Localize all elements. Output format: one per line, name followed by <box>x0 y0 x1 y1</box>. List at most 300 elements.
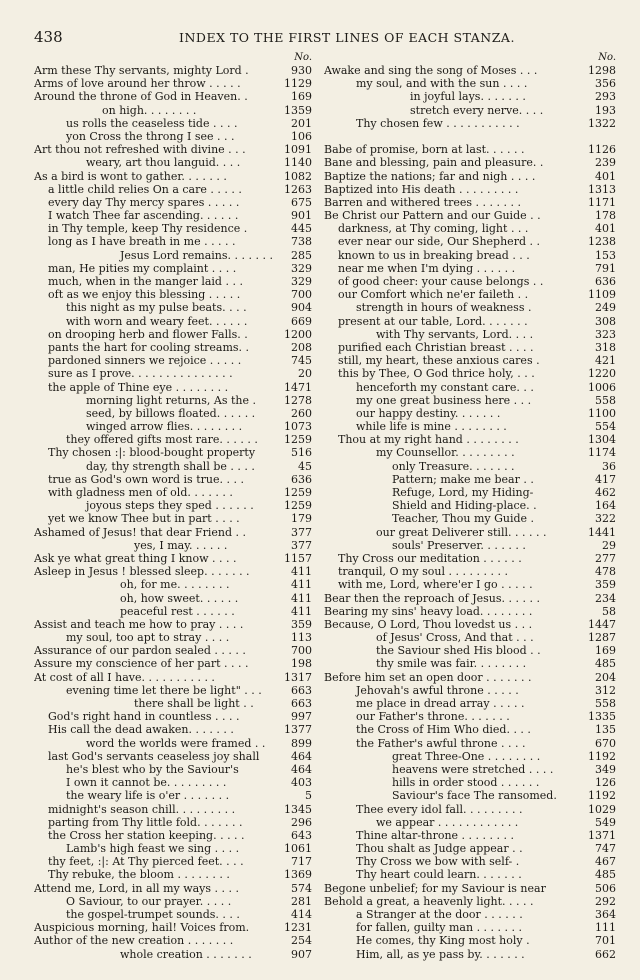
index-entry <box>34 156 312 169</box>
index-entry <box>324 539 616 552</box>
entry-hymn-number: 164 <box>595 499 616 513</box>
entry-hymn-number: 663 <box>291 697 312 710</box>
index-entry <box>324 723 616 736</box>
index-entry <box>324 578 616 591</box>
index-entry <box>34 697 312 710</box>
entry-hymn-number: 1317 <box>284 670 312 684</box>
index-entry <box>324 460 616 473</box>
index-entry <box>34 394 312 407</box>
index-entry <box>324 592 616 605</box>
entry-hymn-number: 1369 <box>284 868 312 882</box>
entry-hymn-number: 558 <box>595 697 616 710</box>
entry-first-line: with worn and weary feet. . . . . . <box>66 314 248 328</box>
index-entry <box>34 948 312 961</box>
index-entry <box>324 565 616 578</box>
entry-first-line: our happy destiny. . . . . . . <box>356 406 501 420</box>
entry-first-line: Assist and teach me how to pray . . . . <box>34 617 244 631</box>
index-entry <box>34 328 312 341</box>
index-entry <box>34 526 312 539</box>
entry-hymn-number: 322 <box>595 512 616 526</box>
entry-first-line: Before him set an open door . . . . . . . <box>324 670 532 684</box>
entry-hymn-number: 1359 <box>284 103 312 117</box>
entry-first-line: the Cross of Him Who died. . . . <box>356 723 531 737</box>
entry-first-line: Art thou not refreshed with divine . . . <box>34 143 246 157</box>
index-entry <box>324 657 616 670</box>
entry-first-line: Thy Cross our meditation . . . . . . <box>338 551 522 565</box>
entry-first-line: long as I have breath in me . . . . . <box>48 235 236 249</box>
index-entry <box>34 341 312 354</box>
index-entry <box>34 565 312 578</box>
entry-first-line: my soul, and with the sun . . . . <box>356 77 528 91</box>
entry-hymn-number: 201 <box>291 116 312 130</box>
index-entry <box>34 789 312 802</box>
entry-first-line: with gladness men of old. . . . . . . <box>48 486 233 499</box>
entry-first-line: Arm these Thy servants, mighty Lord . <box>34 64 249 77</box>
index-entry <box>324 117 616 130</box>
right-column <box>324 52 616 961</box>
entry-first-line: Bane and blessing, pain and pleasure. . <box>324 156 544 170</box>
entry-hymn-number: 904 <box>291 301 312 315</box>
entry-first-line: in joyful lays. . . . . . . <box>410 90 526 104</box>
entry-hymn-number: 29 <box>602 538 616 552</box>
entry-hymn-number: 1174 <box>588 446 616 460</box>
entry-hymn-number: 254 <box>291 934 312 948</box>
entry-hymn-number: 5 <box>305 789 312 803</box>
entry-hymn-number: 329 <box>291 261 312 275</box>
index-entry <box>34 776 312 789</box>
entry-first-line: my soul, too apt to stray . . . . <box>66 631 230 645</box>
entry-first-line: great Three-One . . . . . . . . <box>392 749 541 763</box>
entry-hymn-number: 401 <box>595 169 616 183</box>
entry-hymn-number: 1073 <box>284 420 312 434</box>
entry-first-line: Begone unbelief; for my Saviour is near <box>324 881 546 895</box>
index-entry <box>34 77 312 90</box>
entry-first-line: ever near our side, Our Shepherd . . <box>338 235 540 249</box>
entry-hymn-number: 1238 <box>588 235 616 249</box>
entry-hymn-number: 414 <box>291 908 312 921</box>
entry-first-line: Thou shalt as Judge appear . . <box>356 842 523 856</box>
entry-first-line: of good cheer: your cause belongs . . <box>338 275 544 288</box>
entry-hymn-number: 1061 <box>284 842 312 856</box>
entry-first-line: morning light returns, As the . <box>86 393 256 407</box>
index-entry <box>324 948 616 961</box>
entry-first-line: Lamb's high feast we sing . . . . <box>66 842 240 856</box>
entry-hymn-number: 1200 <box>284 327 312 341</box>
entry-hymn-number: 1171 <box>588 195 616 209</box>
entry-first-line: Asleep in Jesus ! blessed sleep. . . . . . . <box>34 565 250 579</box>
index-entry <box>34 578 312 591</box>
entry-hymn-number: 377 <box>291 538 312 552</box>
entry-hymn-number: 669 <box>291 314 312 328</box>
page-title: INDEX TO THE FIRST LINES OF EACH STANZA. <box>179 30 515 45</box>
number-column-header: No. <box>598 52 616 63</box>
entry-hymn-number: 411 <box>291 578 312 592</box>
entry-hymn-number: 234 <box>595 591 616 605</box>
entry-hymn-number: 1345 <box>284 802 312 816</box>
entry-hymn-number: 464 <box>291 749 312 763</box>
entry-first-line: Him, all, as ye pass by. . . . . . . <box>356 947 525 961</box>
entry-first-line: our Father's throne. . . . . . . <box>356 710 510 724</box>
entry-first-line: a little child relies On a care . . . . . <box>48 182 242 196</box>
index-entry <box>34 671 312 684</box>
entry-hymn-number: 356 <box>595 77 616 91</box>
entry-first-line: yes, I may. . . . . . <box>134 538 228 552</box>
entry-hymn-number: 308 <box>595 314 616 328</box>
index-entry <box>34 130 312 143</box>
entry-hymn-number: 1091 <box>284 143 312 157</box>
entry-first-line: Jesus Lord remains. . . . . . . <box>120 248 273 262</box>
index-entry <box>34 117 312 130</box>
entry-hymn-number: 747 <box>595 842 616 856</box>
index-entry <box>324 816 616 829</box>
entry-first-line: Barren and withered trees . . . . . . . <box>324 195 521 209</box>
entry-first-line: pardoned sinners we rejoice . . . . . <box>48 354 242 368</box>
entry-hymn-number: 791 <box>595 261 616 275</box>
entry-hymn-number: 717 <box>291 855 312 869</box>
index-entry <box>324 842 616 855</box>
index-entry <box>324 789 616 802</box>
entry-hymn-number: 901 <box>291 209 312 223</box>
index-entry <box>324 90 616 103</box>
entry-first-line: Jehovah's awful throne . . . . . <box>356 683 519 697</box>
section-gap <box>324 130 616 143</box>
index-entry <box>324 750 616 763</box>
index-entry <box>34 750 312 763</box>
index-entry <box>34 829 312 842</box>
entry-hymn-number: 329 <box>291 275 312 288</box>
entry-first-line: Thine altar-throne . . . . . . . . <box>356 828 514 842</box>
entry-first-line: on high. . . . . . . . <box>102 103 197 117</box>
entry-first-line: Around the throne of God in Heaven. . <box>34 90 248 104</box>
index-entry <box>324 934 616 947</box>
entry-hymn-number: 58 <box>602 604 616 618</box>
index-entry <box>324 196 616 209</box>
entry-first-line: Thy heart could learn. . . . . . . <box>356 868 522 882</box>
entry-first-line: As a bird is wont to gather. . . . . . . <box>34 169 227 183</box>
entry-hymn-number: 462 <box>595 486 616 499</box>
entry-first-line: midnight's season chill. . . . . . . . . <box>48 802 236 816</box>
index-entry <box>324 183 616 196</box>
entry-first-line: Bearing my sins' heavy load. . . . . . . . <box>324 604 533 618</box>
entry-first-line: this night as my pulse beats. . . . <box>66 301 247 315</box>
entry-first-line: He comes, thy King most holy . <box>356 934 530 948</box>
index-entry <box>324 710 616 723</box>
index-entry <box>34 301 312 314</box>
entry-hymn-number: 249 <box>595 301 616 315</box>
index-entry <box>324 381 616 394</box>
index-entry <box>34 816 312 829</box>
index-entry <box>34 288 312 301</box>
entry-hymn-number: 1313 <box>588 182 616 196</box>
index-entry <box>324 512 616 525</box>
index-entry <box>324 367 616 380</box>
entry-first-line: while life is mine . . . . . . . . <box>356 420 507 434</box>
entry-first-line: O Saviour, to our prayer. . . . . <box>66 894 232 908</box>
entry-hymn-number: 445 <box>291 222 312 236</box>
entry-hymn-number: 359 <box>291 617 312 631</box>
entry-first-line: Ask ye what great thing I know . . . . <box>34 551 237 565</box>
entry-hymn-number: 485 <box>595 868 616 882</box>
entry-first-line: weary, art thou languid. . . . <box>86 156 241 170</box>
index-entry <box>324 420 616 433</box>
entry-hymn-number: 417 <box>595 472 616 486</box>
entry-first-line: At cost of all I have. . . . . . . . . . . <box>34 670 215 684</box>
index-entry <box>324 433 616 446</box>
entry-first-line: Shield and Hiding-place. . <box>392 499 537 513</box>
entry-first-line: pants the hart for cooling streams. . <box>48 340 250 354</box>
entry-hymn-number: 701 <box>595 934 616 948</box>
entry-first-line: Assure my conscience of her part . . . . <box>34 657 249 671</box>
entry-hymn-number: 1263 <box>284 182 312 196</box>
index-entry <box>34 446 312 459</box>
index-entry <box>34 381 312 394</box>
entry-hymn-number: 323 <box>595 327 616 341</box>
entry-hymn-number: 700 <box>291 288 312 302</box>
index-entry <box>34 367 312 380</box>
index-entry <box>324 407 616 420</box>
entry-first-line: there shall be light . . <box>134 697 254 710</box>
index-entry <box>34 605 312 618</box>
entry-hymn-number: 36 <box>602 459 616 473</box>
entry-hymn-number: 401 <box>595 222 616 236</box>
entry-first-line: Saviour's face The ransomed. <box>392 789 557 803</box>
index-entry <box>324 605 616 618</box>
entry-hymn-number: 1304 <box>588 433 616 447</box>
index-entry <box>34 842 312 855</box>
entry-first-line: much, when in the manger laid . . . <box>48 275 243 288</box>
entry-first-line: Awake and sing the song of Moses . . . <box>324 64 538 77</box>
entry-hymn-number: 516 <box>291 446 312 460</box>
entry-first-line: oh, how sweet. . . . . . <box>120 591 239 605</box>
index-entry <box>34 275 312 288</box>
entry-first-line: Pattern; make me bear . . <box>392 472 534 486</box>
entry-hymn-number: 506 <box>595 881 616 895</box>
entry-hymn-number: 411 <box>291 591 312 605</box>
index-entry <box>34 868 312 881</box>
entry-hymn-number: 403 <box>291 776 312 790</box>
entry-first-line: evening time let there be light" . . . <box>66 683 262 697</box>
entry-first-line: day, thy strength shall be . . . . <box>86 459 255 473</box>
entry-hymn-number: 1377 <box>284 723 312 737</box>
index-entry <box>324 644 616 657</box>
entry-first-line: whole creation . . . . . . . <box>120 947 252 961</box>
index-entry <box>34 499 312 512</box>
entry-hymn-number: 45 <box>298 459 312 473</box>
entry-first-line: word the worlds were framed . . <box>86 736 266 750</box>
entry-first-line: only Treasure. . . . . . . <box>392 459 515 473</box>
entry-first-line: henceforth my constant care. . . <box>356 380 534 394</box>
entry-hymn-number: 1447 <box>588 617 616 631</box>
entry-first-line: Thy rebuke, the bloom . . . . . . . . <box>48 868 230 882</box>
index-entry <box>34 934 312 947</box>
index-entry <box>324 77 616 90</box>
entry-hymn-number: 745 <box>291 354 312 368</box>
index-entry <box>324 301 616 314</box>
entry-first-line: strength in hours of weakness . <box>356 301 532 315</box>
entry-first-line: Thy chosen few . . . . . . . . . . . <box>356 116 520 130</box>
entry-first-line: seed, by billows floated. . . . . . <box>86 406 256 420</box>
index-entry <box>34 170 312 183</box>
entry-hymn-number: 179 <box>291 512 312 526</box>
entry-hymn-number: 111 <box>595 921 616 935</box>
index-entry <box>34 249 312 262</box>
index-entry <box>34 262 312 275</box>
entry-hymn-number: 1126 <box>588 143 616 157</box>
entry-first-line: yon Cross the throng I see . . . <box>66 129 235 143</box>
index-entry <box>34 90 312 103</box>
entry-hymn-number: 349 <box>595 762 616 776</box>
index-entry <box>34 222 312 235</box>
index-entry <box>34 539 312 552</box>
index-entry <box>324 446 616 459</box>
entry-first-line: Baptize the nations; far and nigh . . . . <box>324 169 536 183</box>
index-entry <box>34 512 312 525</box>
index-entry <box>324 631 616 644</box>
entry-hymn-number: 907 <box>291 947 312 961</box>
entry-hymn-number: 1231 <box>284 921 312 935</box>
entry-first-line: thy feet, :|: At Thy pierced feet. . . . <box>48 855 244 869</box>
entry-first-line: the apple of Thine eye . . . . . . . . <box>48 380 229 394</box>
entry-first-line: tranquil, O my soul . . . . . . . . . <box>338 565 508 579</box>
entry-first-line: in Thy temple, keep Thy residence . <box>48 222 248 236</box>
index-entry <box>34 183 312 196</box>
entry-hymn-number: 1287 <box>588 631 616 645</box>
index-entry <box>34 552 312 565</box>
entry-first-line: Arms of love around her throw . . . . . <box>34 77 241 91</box>
index-entry <box>324 868 616 881</box>
index-entry <box>324 921 616 934</box>
entry-hymn-number: 106 <box>291 129 312 143</box>
entry-hymn-number: 281 <box>291 894 312 908</box>
entry-hymn-number: 574 <box>291 881 312 895</box>
entry-hymn-number: 1109 <box>588 288 616 302</box>
index-entry <box>34 803 312 816</box>
entry-first-line: peaceful rest . . . . . . <box>120 604 235 618</box>
entry-hymn-number: 464 <box>291 762 312 776</box>
entry-first-line: they offered gifts most rare. . . . . . <box>66 433 258 447</box>
entry-hymn-number: 312 <box>595 683 616 697</box>
entry-first-line: Baptized into His death . . . . . . . . . <box>324 182 519 196</box>
entry-hymn-number: 277 <box>595 551 616 565</box>
entry-hymn-number: 1371 <box>588 828 616 842</box>
entry-hymn-number: 675 <box>291 195 312 209</box>
entry-hymn-number: 377 <box>291 525 312 539</box>
index-entry <box>324 486 616 499</box>
entry-first-line: stretch every nerve. . . . <box>410 103 544 117</box>
entry-hymn-number: 670 <box>595 736 616 750</box>
entry-first-line: God's right hand in countless . . . . <box>48 710 240 724</box>
entry-hymn-number: 169 <box>595 644 616 658</box>
entry-hymn-number: 1220 <box>588 367 616 381</box>
entry-hymn-number: 293 <box>595 90 616 104</box>
entry-hymn-number: 1322 <box>588 116 616 130</box>
index-entry <box>324 473 616 486</box>
index-entry <box>324 354 616 367</box>
entry-first-line: Thy chosen :|: blood-bought property <box>48 446 256 460</box>
index-entry <box>34 895 312 908</box>
entry-hymn-number: 478 <box>595 565 616 579</box>
index-entry <box>34 407 312 420</box>
index-entry <box>324 671 616 684</box>
entry-first-line: Thy Cross we bow with self- . <box>356 855 520 869</box>
entry-first-line: my one great business here . . . <box>356 393 532 407</box>
entry-first-line: for fallen, guilty man . . . . . . . <box>356 921 523 935</box>
index-entry <box>34 921 312 934</box>
entry-first-line: he's blest who by the Saviour's <box>66 762 239 776</box>
entry-first-line: with me, Lord, where'er I go . . . . . <box>338 578 533 592</box>
index-entry <box>34 433 312 446</box>
entry-hymn-number: 997 <box>291 710 312 724</box>
index-entry <box>324 697 616 710</box>
entry-first-line: true as God's own word is true. . . . <box>48 472 244 486</box>
index-entry <box>324 235 616 248</box>
index-entry <box>324 249 616 262</box>
entry-hymn-number: 899 <box>291 736 312 750</box>
entry-first-line: Bear then the reproach of Jesus. . . . . . <box>324 591 540 605</box>
index-entry <box>34 209 312 222</box>
entry-first-line: oh, for me. . . . . . . . <box>120 578 230 592</box>
entry-hymn-number: 1192 <box>588 749 616 763</box>
index-entry <box>34 763 312 776</box>
entry-hymn-number: 663 <box>291 683 312 697</box>
index-entry <box>324 618 616 631</box>
entry-hymn-number: 318 <box>595 340 616 354</box>
entry-first-line: purified each Christian breast . . . . <box>338 340 534 354</box>
entry-first-line: our great Deliverer still. . . . . . <box>376 525 547 539</box>
index-entry <box>324 341 616 354</box>
entry-hymn-number: 1157 <box>284 551 312 565</box>
entry-first-line: I own it cannot be. . . . . . . . . <box>66 776 227 790</box>
entry-first-line: the Saviour shed His blood . . <box>376 644 541 658</box>
index-entry <box>34 473 312 486</box>
entry-first-line: us rolls the ceaseless tide . . . . <box>66 116 238 130</box>
index-entry <box>324 222 616 235</box>
index-entry <box>324 882 616 895</box>
index-entry <box>324 855 616 868</box>
entry-first-line: Refuge, Lord, my Hiding- <box>392 486 534 499</box>
index-entry <box>324 737 616 750</box>
entry-first-line: heavens were stretched . . . . <box>392 762 554 776</box>
entry-first-line: the Father's awful throne . . . . <box>356 736 526 750</box>
entry-hymn-number: 204 <box>595 670 616 684</box>
index-entry <box>34 420 312 433</box>
index-entry <box>324 684 616 697</box>
number-column-header: No. <box>294 52 312 63</box>
entry-hymn-number: 467 <box>595 855 616 869</box>
entry-first-line: souls' Preserver. . . . . . . <box>392 538 526 552</box>
entry-hymn-number: 1335 <box>588 710 616 724</box>
entry-hymn-number: 1471 <box>284 380 312 394</box>
entry-hymn-number: 1192 <box>588 789 616 803</box>
entry-hymn-number: 126 <box>595 776 616 790</box>
entry-hymn-number: 239 <box>595 156 616 170</box>
entry-first-line: a Stranger at the door . . . . . . <box>356 908 523 921</box>
index-entry <box>34 460 312 473</box>
entry-first-line: sure as I prove. . . . . . . . . . . . . . . <box>48 367 233 381</box>
index-entry <box>34 354 312 367</box>
entry-first-line: winged arrow flies. . . . . . . . <box>86 420 243 434</box>
entry-hymn-number: 1259 <box>284 499 312 513</box>
entry-hymn-number: 738 <box>291 235 312 249</box>
index-entry <box>324 156 616 169</box>
index-entry <box>324 895 616 908</box>
entry-hymn-number: 1082 <box>284 169 312 183</box>
index-entry <box>34 64 312 77</box>
index-entry <box>324 328 616 341</box>
entry-first-line: still, my heart, these anxious cares . <box>338 354 540 368</box>
entry-first-line: present at our table, Lord. . . . . . . <box>338 314 528 328</box>
entry-first-line: near me when I'm dying . . . . . . <box>338 261 516 275</box>
